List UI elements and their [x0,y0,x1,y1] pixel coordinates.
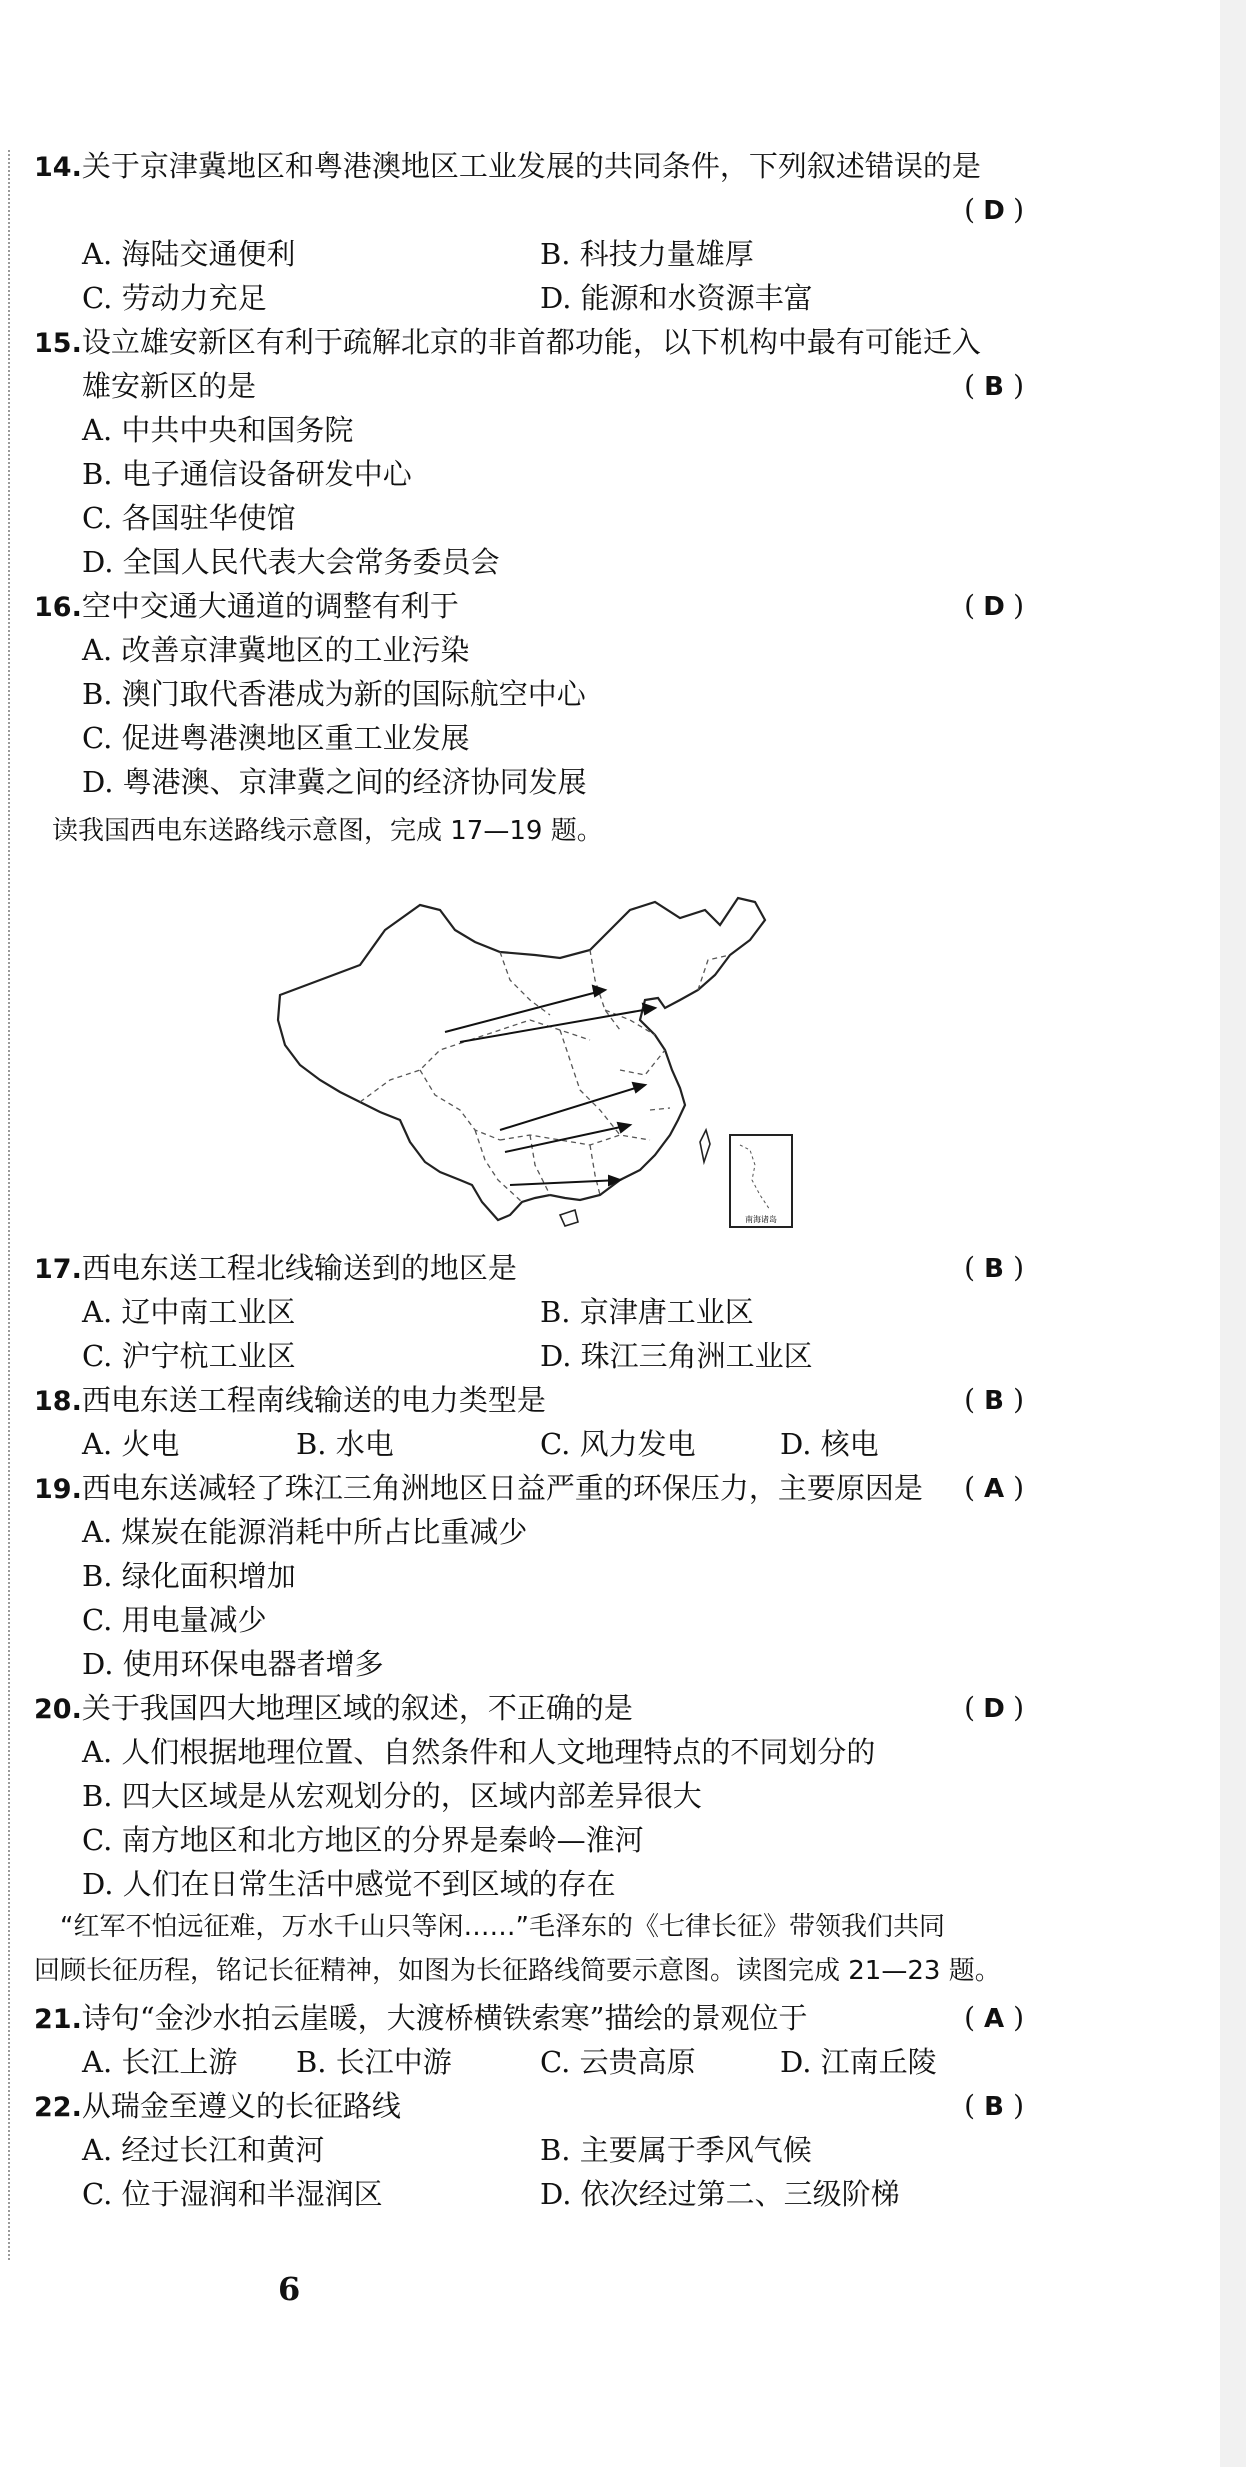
intro-21-23-line2: 回顾长征历程，铭记长征精神，如图为长征路线简要示意图。读图完成 21—23 题。 [34,1956,1001,1986]
option-21-c: C. 云贵高原 [540,2045,696,2079]
question-20: 20.关于我国四大地理区域的叙述，不正确的是 [34,1691,633,1725]
china-power-transmission-map [260,880,800,1250]
inset-label: 南海诸岛 [745,1215,777,1224]
answer-14: ( D ) [964,193,1024,226]
option-22-b: B. 主要属于季风气候 [540,2133,812,2167]
option-19-d: D. 使用环保电器者增多 [82,1647,384,1681]
question-18: 18.西电东送工程南线输送的电力类型是 [34,1383,546,1417]
option-17-b: B. 京津唐工业区 [540,1295,754,1329]
option-16-d: D. 粤港澳、京津冀之间的经济协同发展 [82,765,587,799]
option-15-c: C. 各国驻华使馆 [82,501,296,535]
option-14-a: A. 海陆交通便利 [82,237,296,271]
option-14-d: D. 能源和水资源丰富 [540,281,813,315]
option-17-a: A. 辽中南工业区 [82,1295,296,1329]
intro-21-23-line1: “红军不怕远征难，万水千山只等闲……”毛泽东的《七律长征》带领我们共同 [60,1912,945,1942]
question-16: 16.空中交通大通道的调整有利于 [34,589,459,623]
option-21-d: D. 江南丘陵 [780,2045,937,2079]
option-19-c: C. 用电量减少 [82,1603,267,1637]
answer-20: ( D ) [964,1691,1024,1724]
option-17-d: D. 珠江三角洲工业区 [540,1339,813,1373]
option-22-c: C. 位于湿润和半湿润区 [82,2177,383,2211]
option-14-b: B. 科技力量雄厚 [540,237,754,271]
question-17: 17.西电东送工程北线输送到的地区是 [34,1251,517,1285]
page-number: 6 [278,2270,301,2308]
option-17-c: C. 沪宁杭工业区 [82,1339,296,1373]
china-outline [278,898,765,1220]
option-18-d: D. 核电 [780,1427,879,1461]
option-19-a: A. 煤炭在能源消耗中所占比重减少 [82,1515,528,1549]
binding-dotted-line [8,150,10,2260]
intro-17-19: 读我国西电东送路线示意图，完成 17—19 题。 [52,816,603,846]
answer-22: ( B ) [964,2089,1024,2122]
option-16-a: A. 改善京津冀地区的工业污染 [82,633,470,667]
answer-17: ( B ) [964,1251,1024,1284]
answer-18: ( B ) [964,1383,1024,1416]
answer-16: ( D ) [964,589,1024,622]
option-16-c: C. 促进粤港澳地区重工业发展 [82,721,470,755]
question-15: 15.设立雄安新区有利于疏解北京的非首都功能，以下机构中最有可能迁入 [34,325,981,359]
option-18-a: A. 火电 [82,1427,180,1461]
option-15-b: B. 电子通信设备研发中心 [82,457,412,491]
question-15-line2: 雄安新区的是 [82,369,257,403]
answer-15: ( B ) [964,369,1024,402]
hainan-island [560,1210,578,1226]
question-19: 19.西电东送减轻了珠江三角洲地区日益严重的环保压力，主要原因是 [34,1471,923,1505]
option-22-d: D. 依次经过第二、三级阶梯 [540,2177,900,2211]
option-21-b: B. 长江中游 [296,2045,452,2079]
option-21-a: A. 长江上游 [82,2045,238,2079]
option-19-b: B. 绿化面积增加 [82,1559,296,1593]
question-22: 22.从瑞金至遵义的长征路线 [34,2089,401,2123]
power-transmission-arrows [445,986,655,1185]
option-16-b: B. 澳门取代香港成为新的国际航空中心 [82,677,586,711]
answer-19: ( A ) [964,1471,1024,1504]
option-15-a: A. 中共中央和国务院 [82,413,354,447]
option-18-c: C. 风力发电 [540,1427,696,1461]
answer-21: ( A ) [964,2001,1024,2034]
question-21: 21.诗句“金沙水拍云崖暖，大渡桥横铁索寒”描绘的景观位于 [34,2001,808,2035]
option-18-b: B. 水电 [296,1427,394,1461]
option-22-a: A. 经过长江和黄河 [82,2133,325,2167]
scan-edge-shade [1220,0,1246,2467]
option-20-a: A. 人们根据地理位置、自然条件和人文地理特点的不同划分的 [82,1735,876,1769]
taiwan-island [700,1130,710,1162]
option-14-c: C. 劳动力充足 [82,281,267,315]
south-china-sea-inset [730,1135,792,1227]
option-15-d: D. 全国人民代表大会常务委员会 [82,545,500,579]
option-20-c: C. 南方地区和北方地区的分界是秦岭—淮河 [82,1823,644,1857]
option-20-b: B. 四大区域是从宏观划分的，区域内部差异很大 [82,1779,702,1813]
question-14: 14.关于京津冀地区和粤港澳地区工业发展的共同条件，下列叙述错误的是 [34,149,981,183]
option-20-d: D. 人们在日常生活中感觉不到区域的存在 [82,1867,616,1901]
